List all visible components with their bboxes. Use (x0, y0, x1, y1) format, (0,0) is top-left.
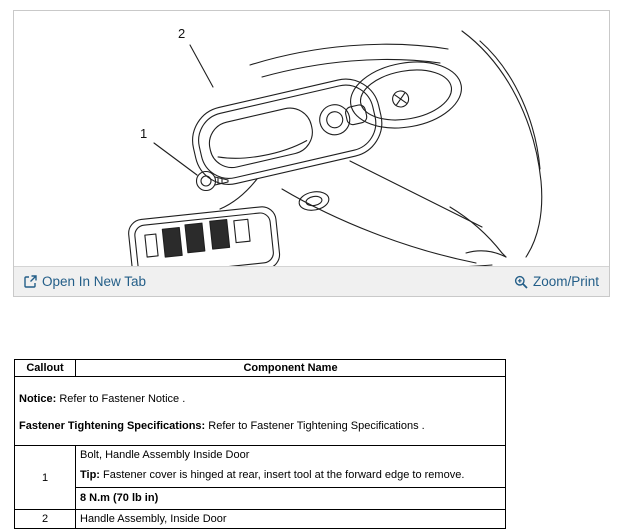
notice-row (15, 377, 506, 446)
header-component-name: Component Name (76, 360, 506, 377)
zoom-print-link[interactable] (514, 274, 599, 289)
notice-text: Refer to Fastener Notice . (56, 393, 186, 405)
component-cell-2 (76, 510, 506, 529)
callout-number-1: 1 (15, 446, 76, 510)
table-row-1 (15, 446, 506, 510)
diagram-callout-1: 1 (140, 126, 148, 141)
magnifier-plus-icon (514, 275, 528, 289)
notice-cell (15, 377, 506, 446)
leader-line-1 (154, 143, 197, 175)
figure-toolbar (14, 266, 609, 296)
bolt-illustration (197, 172, 229, 191)
notice-label: Notice: (19, 393, 57, 405)
open-in-new-tab-link[interactable] (24, 274, 146, 289)
tightening-spec-line (19, 420, 501, 433)
component-name-1: Bolt, Handle Assembly Inside Door (80, 449, 250, 461)
door-handle-diagram (14, 11, 609, 266)
tip-label: Tip: (80, 469, 100, 481)
figure-panel (13, 10, 610, 297)
table-header-row (15, 360, 506, 377)
rear-bezel-ring (345, 54, 466, 136)
zoom-print-label: Zoom/Print (532, 274, 599, 289)
switch-panel (127, 205, 281, 266)
spec-label: Fastener Tightening Specifications: (19, 420, 206, 432)
handle-bezel (186, 72, 389, 191)
open-in-new-tab-icon (24, 275, 37, 288)
spec-text: Refer to Fastener Tightening Specifications . (205, 420, 425, 432)
tip-text: Fastener cover is hinged at rear, insert tool at the forward edge to remove. (99, 469, 465, 481)
diagram-callout-2: 2 (178, 26, 186, 41)
header-callout: Callout (15, 360, 76, 377)
component-name-2: Handle Assembly, Inside Door (80, 513, 227, 525)
table-row-2 (15, 510, 506, 529)
torque-spec-1: 8 N.m (70 lb in) (76, 487, 505, 509)
fastener-notice-line (19, 393, 501, 406)
component-cell-1 (76, 446, 506, 510)
component-tip-1 (76, 464, 505, 487)
callout-number-2: 2 (15, 510, 76, 529)
leader-line-2 (190, 45, 213, 87)
component-table (14, 359, 506, 529)
open-in-new-tab-label: Open In New Tab (42, 274, 147, 289)
diagram-area (14, 11, 609, 266)
